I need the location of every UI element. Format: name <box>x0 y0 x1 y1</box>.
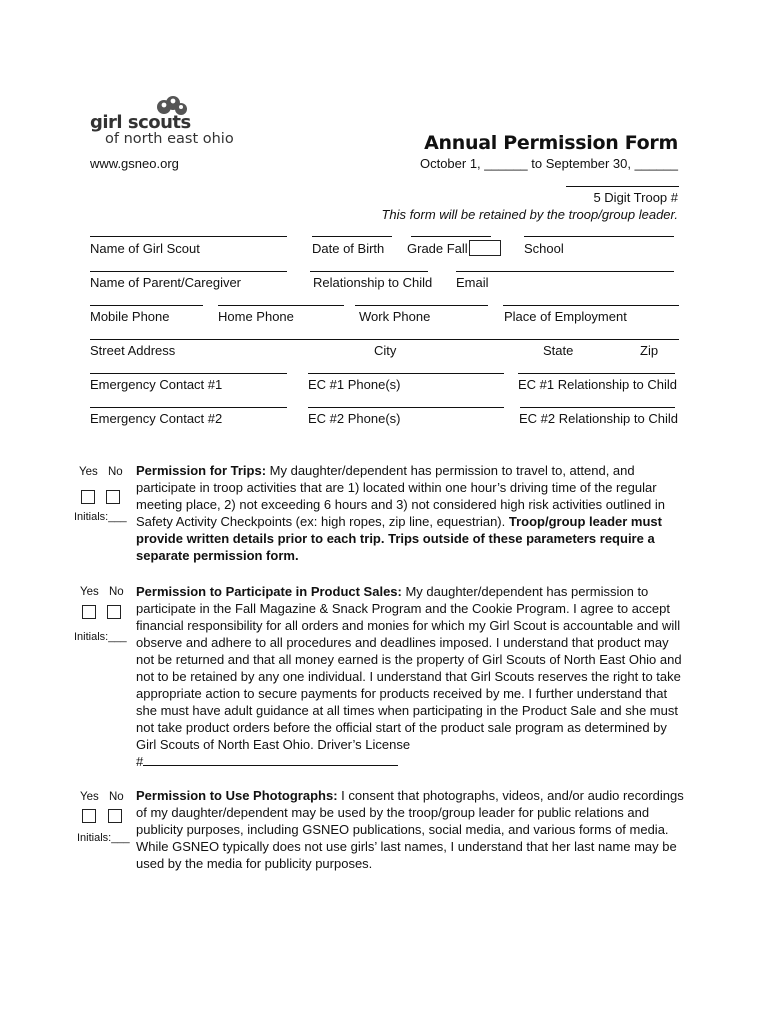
ec1-rel-label: EC #1 Relationship to Child <box>518 377 677 392</box>
sales-body: My daughter/dependent has permission to participate in the Fall Magazine & Snack Program and the Cookie Program. I agree to accept financial responsibility for all orders and monies for which my Girl Scout is accountable and will observe and adhere to all procedures and deadlines imposed. I understand that product may not be returned and that all money earned is the property of Girl Scouts of North East Ohio and not to be retained by any one individual. I understand that Girl Scouts reserves the right to take appropriate action to secure payments for products received by me. I further understand that she must have adult guidance at all times when participating in the Product Sale and she must not take product orders before the official start of the product sale program as determined by Girl Scouts of North East Ohio. Driver’s License <box>136 584 682 752</box>
sales-permission-text <box>136 583 684 770</box>
trips-yes-checkbox[interactable] <box>81 490 95 504</box>
state-label: State <box>543 343 574 358</box>
ec2-phone-field[interactable] <box>308 407 504 408</box>
ec2-rel-label: EC #2 Relationship to Child <box>519 411 678 426</box>
drivers-license-field[interactable] <box>143 753 398 766</box>
photos-heading: Permission to Use Photographs: <box>136 788 338 803</box>
trips-permission-text <box>136 462 684 564</box>
address-field[interactable] <box>90 339 679 340</box>
photos-permission-text <box>136 787 684 872</box>
trips-yes-label: Yes <box>79 466 98 478</box>
ec2-label: Emergency Contact #2 <box>90 411 223 426</box>
parent-name-label: Name of Parent/Caregiver <box>90 275 242 290</box>
email-label: Email <box>456 275 489 290</box>
zip-label: Zip <box>640 343 659 358</box>
grade-box[interactable] <box>469 240 501 256</box>
home-phone-field[interactable] <box>218 305 344 306</box>
grade-label: Grade Fall <box>407 241 468 256</box>
sales-no-label: No <box>109 586 124 598</box>
photos-no-label: No <box>109 791 124 803</box>
troop-number-line[interactable] <box>566 186 679 187</box>
photos-yes-checkbox[interactable] <box>82 809 96 823</box>
employment-label: Place of Employment <box>504 309 627 324</box>
ec1-phone-field[interactable] <box>308 373 504 374</box>
school-label: School <box>524 241 564 256</box>
website-link[interactable]: www.gsneo.org <box>90 156 179 171</box>
retention-note: This form will be retained by the troop/group leader. <box>381 207 678 222</box>
ec2-phone-label: EC #2 Phone(s) <box>308 411 401 426</box>
troop-label: 5 Digit Troop # <box>593 190 678 205</box>
dob-field[interactable] <box>312 236 392 237</box>
date-range: October 1, ______ to September 30, ______ <box>419 156 678 171</box>
grade-line[interactable] <box>411 236 491 237</box>
photos-initials[interactable]: Initials:___ <box>77 832 130 844</box>
photos-no-checkbox[interactable] <box>108 809 122 823</box>
page-title: Annual Permission Form <box>424 132 678 154</box>
girl-name-label: Name of Girl Scout <box>90 241 200 256</box>
sales-heading: Permission to Participate in Product Sales: <box>136 584 402 599</box>
trips-no-checkbox[interactable] <box>106 490 120 504</box>
ec1-phone-label: EC #1 Phone(s) <box>308 377 401 392</box>
ec1-field[interactable] <box>90 373 287 374</box>
mobile-phone-field[interactable] <box>90 305 203 306</box>
home-phone-label: Home Phone <box>218 309 294 324</box>
street-label: Street Address <box>90 343 176 358</box>
employment-field[interactable] <box>503 305 679 306</box>
sales-initials[interactable]: Initials:___ <box>74 631 127 643</box>
org-logo-name: girl scouts <box>90 112 191 133</box>
trips-bold-note: Troop/group leader must provide written details prior to each trip. Trips outside of these parameters require a separate permission form. <box>136 514 662 563</box>
sales-yes-checkbox[interactable] <box>82 605 96 619</box>
parent-name-field[interactable] <box>90 271 287 272</box>
mobile-phone-label: Mobile Phone <box>90 309 170 324</box>
photos-body: I consent that photographs, videos, and/or audio recordings of my daughter/dependent may be used by the troop/group leader for public relations and publicity purposes, including GSNEO publications, social media, and various forms of media. While GSNEO typically does not use girls’ last names, I understand that her last name may be used by the media for publicity purposes. <box>136 788 684 871</box>
trips-body: My daughter/dependent has permission to travel to, attend, and participate in troop activities that are 1) located within one hour’s driving time of the regular meeting place, 2) not exceeding 6 hours and 3) not considered high risk activities outlined in Safety Activity Checkpoints (ex: high ropes, zip line, equestrian). <box>136 463 665 529</box>
sales-yes-label: Yes <box>80 586 99 598</box>
email-field[interactable] <box>456 271 674 272</box>
org-logo-subtitle: of north east ohio <box>105 131 234 147</box>
work-phone-label: Work Phone <box>359 309 431 324</box>
ec1-rel-field[interactable] <box>518 373 675 374</box>
ec2-field[interactable] <box>90 407 287 408</box>
relationship-label: Relationship to Child <box>313 275 433 290</box>
license-prefix: # <box>136 754 144 769</box>
photos-yes-label: Yes <box>80 791 99 803</box>
girl-name-field[interactable] <box>90 236 287 237</box>
work-phone-field[interactable] <box>355 305 488 306</box>
trips-heading: Permission for Trips: <box>136 463 267 478</box>
relationship-field[interactable] <box>310 271 428 272</box>
dob-label: Date of Birth <box>312 241 385 256</box>
sales-no-checkbox[interactable] <box>107 605 121 619</box>
ec1-label: Emergency Contact #1 <box>90 377 223 392</box>
trips-initials[interactable]: Initials:___ <box>74 511 127 523</box>
city-label: City <box>374 343 397 358</box>
trips-no-label: No <box>108 466 123 478</box>
ec2-rel-field[interactable] <box>520 407 675 408</box>
school-field[interactable] <box>524 236 674 237</box>
